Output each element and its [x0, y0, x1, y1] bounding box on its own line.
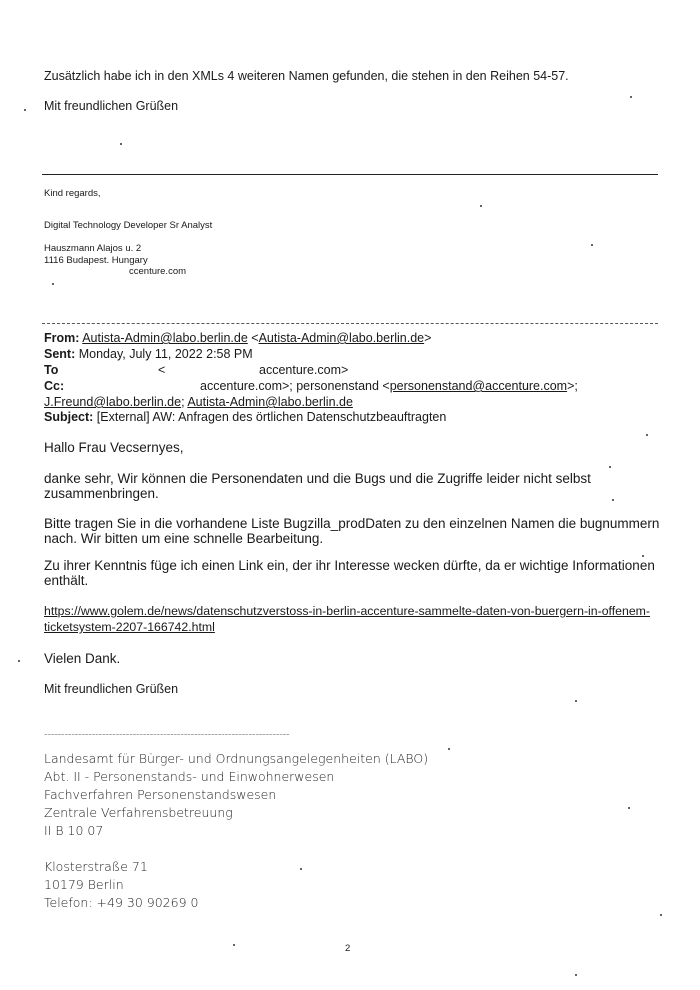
paragraph-3-line-2: enthält.	[44, 573, 89, 588]
subject-row	[44, 410, 446, 424]
to-row	[44, 363, 58, 377]
scan-speck	[52, 283, 54, 285]
subject-label: Subject:	[44, 410, 94, 424]
sent-row	[44, 347, 253, 361]
scan-speck	[630, 96, 632, 98]
paragraph-2-line-2: nach. Wir bitten um eine schnelle Bearbeitung.	[44, 531, 324, 546]
scan-speck	[591, 244, 593, 246]
intro-greeting: Mit freundlichen Grüßen	[44, 99, 179, 113]
scan-speck	[612, 499, 614, 501]
divider-line	[42, 174, 658, 175]
cc-email-link-2[interactable]: J.Freund@labo.berlin.de	[44, 395, 182, 409]
paragraph-3-line-1: Zu ihrer Kenntnis füge ich einen Link ein, der ihr Interesse wecken dürfte, da er wichtige Informationen	[44, 558, 655, 573]
from-sep: <	[247, 331, 259, 345]
scan-speck	[120, 143, 122, 145]
cc-value	[200, 379, 578, 393]
sender-address-1: Hauszmann Alajos u. 2	[44, 243, 142, 254]
scan-speck	[480, 205, 482, 207]
scan-speck	[575, 974, 577, 976]
scan-speck	[300, 868, 302, 870]
from-label: From:	[44, 331, 80, 345]
scan-speck	[628, 807, 630, 809]
page-number: 2	[345, 943, 351, 954]
from-end: >	[424, 331, 432, 345]
labo-line-4: Zentrale Verfahrensbetreuung	[44, 805, 233, 820]
labo-line-2: Abt. II - Personenstands- und Einwohnerwesen	[44, 769, 335, 784]
article-link-line-2[interactable]: ticketsystem-2207-166742.html	[44, 620, 215, 634]
to-value-b: accenture.com>	[259, 363, 349, 377]
labo-phone: Telefon: +49 30 90269 0	[44, 895, 199, 910]
salutation: Hallo Frau Vecsernyes,	[44, 440, 184, 455]
sent-label: Sent:	[44, 347, 76, 361]
sender-domain: ccenture.com	[129, 266, 187, 277]
scan-speck	[609, 466, 611, 468]
cc-value-a: accenture.com>; personenstand <	[200, 379, 390, 393]
kind-regards: Kind regards,	[44, 188, 101, 199]
paragraph-1-line-1: danke sehr, Wir können die Personendaten und die Bugs und die Zugriffe leider nicht selbst	[44, 471, 591, 486]
from-row	[44, 331, 431, 345]
scan-speck	[642, 555, 644, 557]
cc-row	[44, 379, 64, 393]
signature-separator: ------------------------------------------------------------------------	[44, 729, 290, 740]
to-label: To	[44, 363, 59, 377]
labo-line-5: II B 10 07	[44, 823, 104, 838]
from-email-link-2[interactable]: Autista-Admin@labo.berlin.de	[258, 331, 425, 345]
scan-speck	[660, 914, 662, 916]
scan-speck	[24, 109, 26, 111]
paragraph-2-line-1: Bitte tragen Sie in die vorhandene Liste Bugzilla_prodDaten zu den einzelnen Namen die bugnummern	[44, 516, 660, 531]
scan-speck	[575, 700, 577, 702]
from-email-link[interactable]: Autista-Admin@labo.berlin.de	[82, 331, 248, 345]
article-link-line-1[interactable]: https://www.golem.de/news/datenschutzverstoss-in-berlin-accenture-sammelte-daten-von-buergern-in-offenem-	[44, 604, 651, 618]
labo-street: Klosterstraße 71	[44, 859, 148, 874]
intro-line: Zusätzlich habe ich in den XMLs 4 weiteren Namen gefunden, die stehen in den Reihen 54-57.	[44, 69, 569, 83]
scan-speck	[233, 944, 235, 946]
scan-speck	[18, 660, 20, 662]
header-separator	[42, 323, 658, 324]
thanks: Vielen Dank.	[44, 651, 121, 666]
labo-line-3: Fachverfahren Personenstandswesen	[44, 787, 277, 802]
cc-value-c: >;	[567, 379, 578, 393]
cc-label: Cc:	[44, 379, 65, 393]
scan-speck	[646, 434, 648, 436]
closing: Mit freundlichen Grüßen	[44, 682, 179, 696]
cc-email-link-3[interactable]: Autista-Admin@labo.berlin.de	[187, 395, 353, 409]
subject-value: [External] AW: Anfragen des örtlichen Datenschutzbeauftragten	[96, 410, 447, 424]
scan-speck	[448, 748, 450, 750]
cc-sep: ;	[181, 395, 188, 409]
to-value-a: <	[158, 363, 166, 377]
paragraph-1-line-2: zusammenbringen.	[44, 486, 159, 501]
labo-city: 10179 Berlin	[44, 877, 124, 892]
sender-address-2: 1116 Budapest. Hungary	[44, 255, 148, 266]
cc-row-2	[44, 395, 353, 409]
cc-email-link[interactable]: personenstand@accenture.com	[389, 379, 568, 393]
sent-value: Monday, July 11, 2022 2:58 PM	[78, 347, 253, 361]
labo-line-1: Landesamt für Bürger- und Ordnungsangelegenheiten (LABO)	[44, 751, 429, 766]
sender-title: Digital Technology Developer Sr Analyst	[44, 220, 213, 231]
